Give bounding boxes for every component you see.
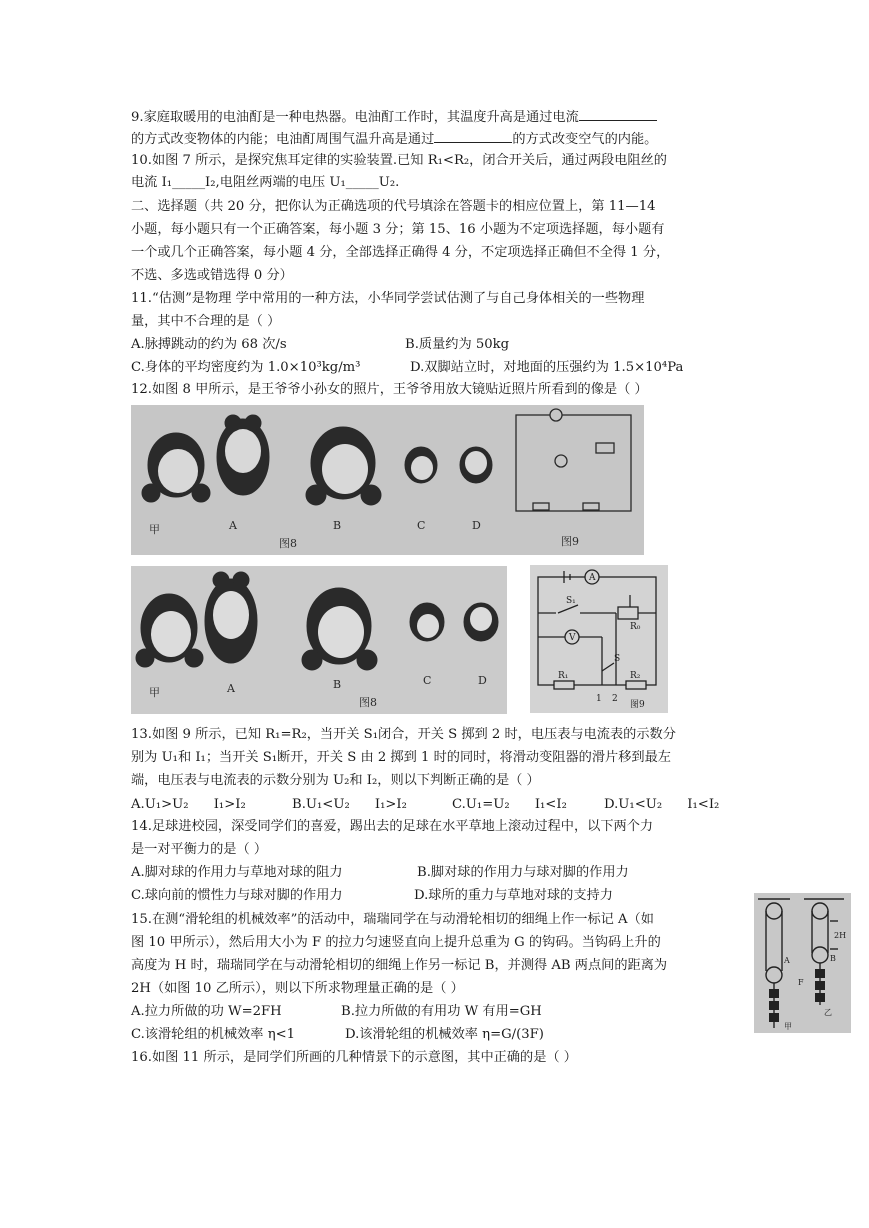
q13-stem: 13.如图 9 所示，已知 R₁=R₂，当开关 S₁闭合，开关 S 掷到 2 时，电压表与电流表的示数分 — [131, 727, 676, 742]
q11-stem: 量，其中不合理的是（ ） — [131, 314, 281, 329]
q14-option-a: A.脚对球的作用力与草地对球的阻力 — [131, 865, 343, 880]
fig9-r0-label: R₀ — [630, 622, 641, 632]
q15-stem: 高度为 H 时，瑞瑞同学在与动滑轮相切的细绳上作另一标记 B，并测得 AB 两点间的距离为 — [131, 958, 668, 973]
figure-8-9-drawing — [131, 405, 644, 555]
q15-option-d: D.该滑轮组的机械效率 η=G/(3F) — [345, 1027, 544, 1042]
section2-line: 二、选择题（共 20 分，把你认为正确选项的代号填涂在答题卡的相应位置上，第 11—14 — [131, 199, 656, 214]
fig10-jia-label: 甲 — [784, 1022, 792, 1031]
q15-stem: 15.在测“滑轮组的机械效率”的活动中，瑞瑞同学在与动滑轮相切的细绳上作一标记 A（如 — [131, 912, 654, 927]
answer-blank — [434, 130, 512, 143]
q13-option-b: B.U₁<U₂ I₁>I₂ — [292, 797, 407, 812]
q9-line1: 9.家庭取暖用的电油酊是一种电热器。电油酊工作时，其温度升高是通过电流 — [131, 108, 657, 127]
section2-line: 不选、多选或错选得 0 分） — [131, 268, 293, 283]
fig10-2h-label: 2H — [834, 931, 847, 940]
fig8-label-jia: 甲 — [149, 523, 160, 536]
q15-option-b: B.拉力所做的有用功 W 有用=GH — [341, 1004, 542, 1019]
fig8b-label-b: B — [333, 678, 342, 691]
q14-stem: 14.足球进校园，深受同学们的喜爱，踢出去的足球在水平草地上滚动过程中，以下两个力 — [131, 819, 654, 834]
figure-10-drawing — [754, 893, 851, 1033]
q16-stem: 16.如图 11 所示，是同学们所画的几种情景下的示意图，其中正确的是（ ） — [131, 1050, 577, 1065]
q15-option-c: C.该滑轮组的机械效率 η<1 — [131, 1027, 296, 1042]
q13-option-a: A.U₁>U₂ I₁>I₂ — [131, 797, 246, 812]
fig8b-caption: 图8 — [359, 696, 377, 709]
fig8-label-a: A — [229, 519, 237, 532]
q14-option-b: B.脚对球的作用力与球对脚的作用力 — [417, 865, 629, 880]
fig10-a-label: A — [784, 956, 790, 965]
figure-8-9-photo — [131, 405, 644, 555]
fig8b-label-a: A — [227, 682, 235, 695]
fig9-r2-label: R₂ — [630, 671, 641, 681]
fig8b-label-jia: 甲 — [149, 686, 160, 699]
q10-line1: 10.如图 7 所示，是探究焦耳定律的实验装置.已知 R₁<R₂，闭合开关后，通过两段电阻丝的 — [131, 153, 667, 168]
fig8b-label-d: D — [478, 674, 487, 687]
answer-blank — [579, 108, 657, 121]
q13-stem: 端，电压表与电流表的示数分别为 U₂和 I₂，则以下判断正确的是（ ） — [131, 773, 540, 788]
q11-option-c: C.身体的平均密度约为 1.0×10³kg/m³ — [131, 360, 361, 375]
q14-option-d: D.球所的重力与草地对球的支持力 — [414, 888, 613, 903]
fig9-s-label: S — [614, 654, 621, 664]
fig8-label-d: D — [472, 519, 481, 532]
q11-option-a: A.脉搏跳动的约为 68 次/s — [131, 337, 287, 352]
q11-option-b: B.质量约为 50kg — [405, 337, 510, 352]
figure-10-pulleys — [754, 893, 851, 1033]
q12-stem: 12.如图 8 甲所示，是王爷爷小孙女的照片，王爷爷用放大镜贴近照片所看到的像是（ ） — [131, 382, 648, 397]
fig9-r1-label: R₁ — [558, 671, 569, 681]
fig10-b-label: B — [830, 954, 836, 963]
q14-stem: 是一对平衡力的是（ ） — [131, 842, 268, 857]
fig8b-label-c: C — [423, 674, 432, 687]
q10-line2: 电流 I₁_____I₂,电阻丝两端的电压 U₁_____U₂. — [131, 175, 400, 190]
section2-line: 一个或几个正确答案，每小题 4 分，全部选择正确得 4 分，不定项选择正确但不全得 1 分， — [131, 245, 670, 260]
figure-9-circuit — [530, 565, 668, 713]
q15-stem: 2H（如图 10 乙所示），则以下所求物理量正确的是（ ） — [131, 981, 464, 996]
figure-8-photo — [131, 566, 507, 714]
q14-option-c: C.球向前的惯性力与球对脚的作用力 — [131, 888, 343, 903]
q13-option-c: C.U₁=U₂ I₁<I₂ — [452, 797, 567, 812]
fig9-voltmeter-label: V — [569, 633, 576, 643]
q13-option-d: D.U₁<U₂ I₁<I₂ — [604, 797, 720, 812]
fig9b-caption: 图9 — [630, 700, 645, 710]
fig9-ammeter-label: A — [589, 573, 596, 583]
fig10-yi-label: 乙 — [824, 1008, 832, 1017]
q13-stem: 别为 U₁和 I₁；当开关 S₁断开，开关 S 由 2 掷到 1 时的同时，将滑动变阻器的滑片移到最左 — [131, 750, 671, 765]
fig9-pos2: 2 — [612, 694, 618, 704]
q9-line2: 的方式改变物体的内能；电油酊周围气温升高是通过 的方式改变空气的内能。 — [131, 132, 658, 147]
fig9-caption: 图9 — [561, 535, 579, 548]
q15-option-a: A.拉力所做的功 W=2FH — [131, 1004, 282, 1019]
fig8-caption: 图8 — [279, 537, 297, 550]
fig9-s1-label: S₁ — [566, 596, 576, 606]
fig8-label-b: B — [333, 519, 342, 532]
figure-9-drawing — [530, 565, 668, 713]
section2-line: 小题，每小题只有一个正确答案，每小题 3 分；第 15、16 小题为不定项选择题，每小题有 — [131, 222, 665, 237]
fig9-pos1: 1 — [596, 694, 602, 704]
fig10-f-label: F — [798, 978, 804, 987]
q11-stem: 11.“估测”是物理 学中常用的一种方法，小华同学尝试估测了与自己身体相关的一些物理 — [131, 291, 645, 306]
fig8-label-c: C — [417, 519, 426, 532]
q15-stem: 图 10 甲所示），然后用大小为 F 的拉力匀速竖直向上提升总重为 G 的钩码。当钩码上升的 — [131, 935, 661, 950]
figure-8-drawing — [131, 566, 507, 714]
q11-option-d: D.双脚站立时，对地面的压强约为 1.5×10⁴Pa — [410, 360, 684, 375]
